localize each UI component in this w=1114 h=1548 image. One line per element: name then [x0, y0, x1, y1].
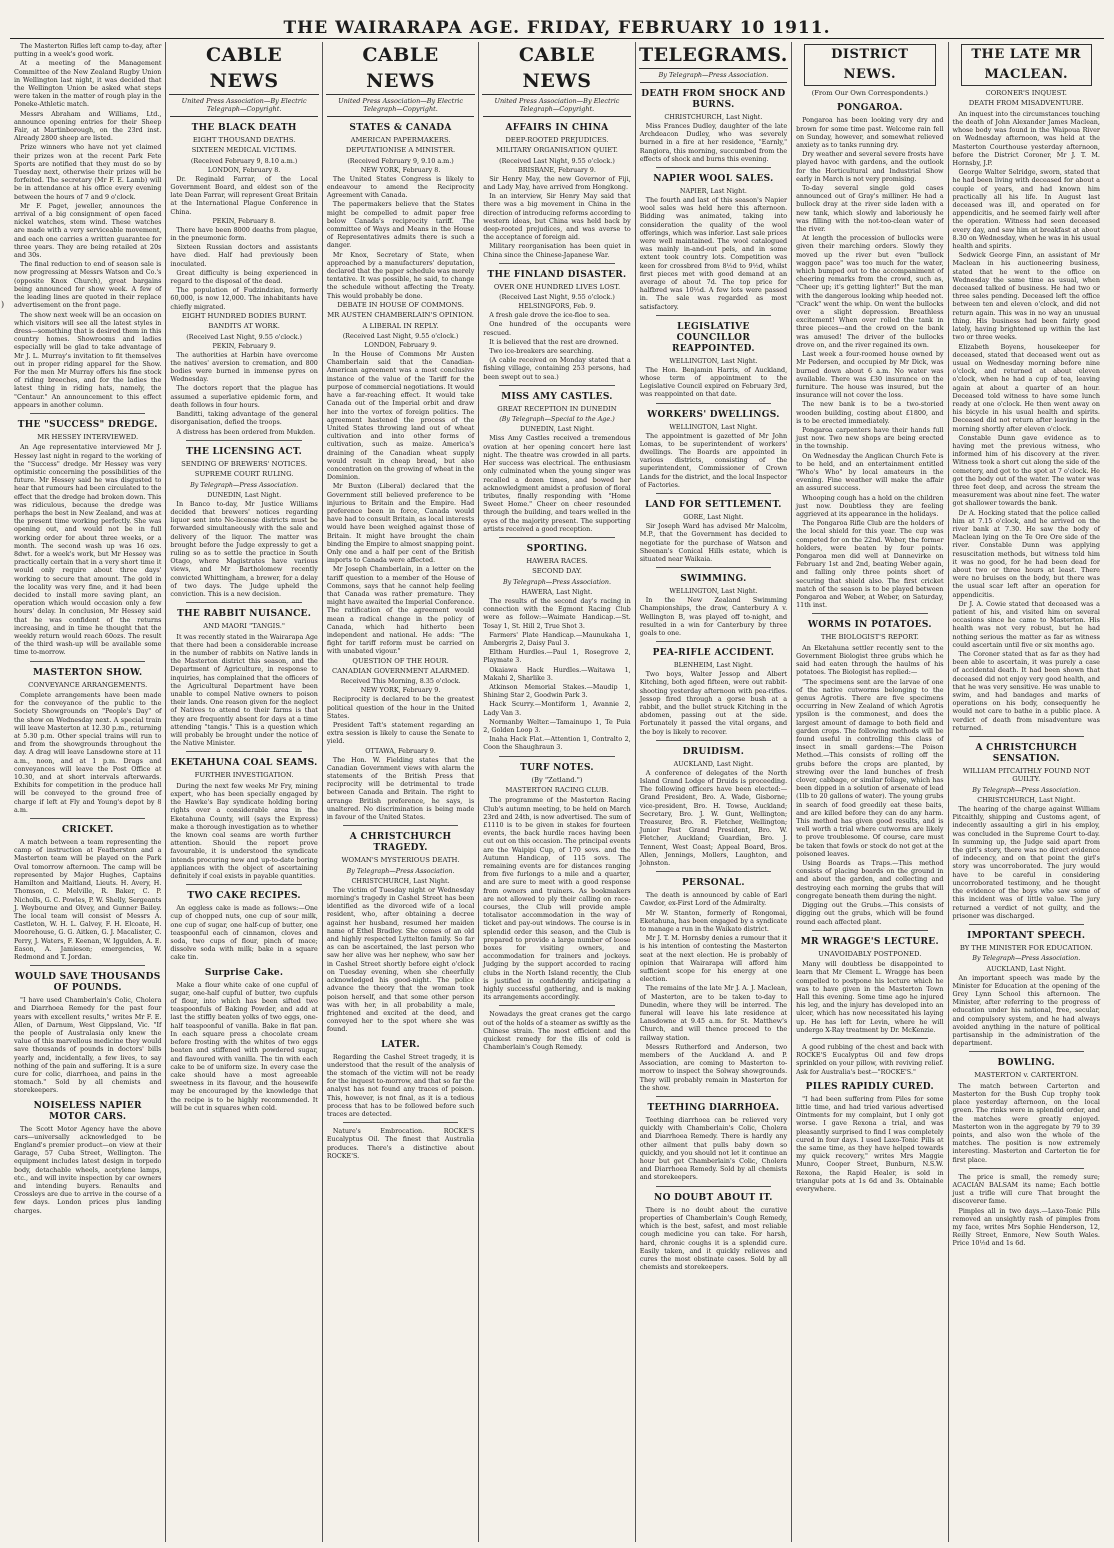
rule-separator [30, 413, 145, 414]
paragraph: Atkinson Memorial Stakes.—Maudip 1, Shining Star 2, Goodwin Park 3. [483, 682, 631, 700]
paragraph: Pongaroa carpenters have their hands full just now. Two new shops are being erected in the township. [796, 425, 944, 451]
column-3-cable-news [323, 42, 479, 1542]
paragraph: Messrs Rutherford and Anderson, two members of the Auckland A. and P. Association, are coming to Masterton to-morrow to inspect the Solway showgrounds. They will probably remain in Masterton for the show. [639, 1042, 788, 1092]
rule-separator [656, 315, 771, 316]
article-subheadline: MILITARY ORGANISATION QUIET. [496, 146, 618, 155]
article-subheadline: WILLIAM PITCAITHLY FOUND NOT GUILTY. [962, 767, 1090, 784]
dateline: GORE, Last Night. [683, 513, 744, 522]
rule-separator [499, 263, 614, 264]
paragraph: The Pongaroa Rifle Club are the holders of the local shield for this year. The cup was competed for on the 22nd. Weber, the former holders, were beaten by four points. Pongaroa men did well at Dannevirke on February 1st and 2nd, beating Weber again, and falling only three points short of securing that shield also. The first cricket match of the season is to be played between Pongaroa and Weber, at Weber, on Saturday, 11th inst. [796, 519, 944, 610]
rule-separator [969, 1168, 1084, 1169]
article-subheadline: DEATH FROM MISADVENTURE. [968, 99, 1084, 108]
article-subheadline: DEPUTATIONISE A MINISTER. [345, 146, 456, 155]
article-subheadline: DEBATE IN HOUSE OF COMMONS. [337, 300, 464, 309]
paragraph: At length the procession of bullocks were given their marching orders. Slowly they moved up the river but even "bullock waggon pace" was too much for the water, which bumped out to the accompaniment of cheering remarks from the crowd, such as, "Cheer up; it's getting lighter!" But the man with the dangerous looking whip heeded not. "Crack" went the whip. On went the bullocks over a slight depression. Breathless excitement! When over rolled the tank in three pieces—and the crowd on the bank was amused! The driver of the bullocks drove on, and the river regained its own. [796, 234, 944, 349]
paragraph: The Scott Motor Agency have the above cars—universally acknowledged to be England's premier product—on view at their Garage, 57 Cuba Street, Wellington. The equipment includes latest design in torpedo body, detachable wheels, acetylene lamps, etc., and will invite inspection by car owners and intending buyers. Renaults and Crossleys are due to arrive in the course of a few days. London prices plus landing charges. [14, 1124, 162, 1215]
article-subheadline: GREAT RECEPTION IN DUNEDIN [497, 404, 617, 413]
dateline: DUNEDIN, Last Night. [519, 425, 594, 434]
paragraph: In an interview, Sir Henry May said that there was a big movement in China in the direction of introducing reforms according to western ideas, but China was held back by deep-rooted prejudices, and was averse to the acceptance of foreign aid. [483, 192, 631, 242]
paragraph: Nature's Embrocation. ROCKE'S Eucalyptus Oil. The finest that Australia produces. There's a distinctive about ROCKE'S. [326, 1127, 475, 1160]
paragraph: Dry weather and several severe frosts have played havoc with gardens, and the outlook for the Horticultural and Industrial Show early in March is not very promising. [796, 150, 944, 183]
paragraph: Reciprocity is declared to be the greatest political question of the hour in the United States. [326, 695, 475, 720]
paragraph: A good rubbing of the chest and back with ROCKE'S Eucalyptus Oil and few drops sprinkled on your pillow, with reviving relief. Ask for Australia's best—"ROCKE'S." [796, 1042, 944, 1076]
paragraph: There have been 8000 deaths from plague, in the pneumonic form. [170, 225, 318, 243]
section-credit: United Press Association—By Electric Telegraph—Copyright. [327, 97, 474, 117]
paragraph: The Hon. Benjamin Harris, of Auckland, whose term of appointment to the Legislative Council expired on February 3rd, was reappointed on that date. [639, 365, 788, 399]
section-header: THE LATE MR MACLEAN. [961, 44, 1092, 86]
article-subheadline: HAWERA RACES. [526, 556, 588, 565]
paragraph: In Banco to-day, Mr Justice Williams decided that brewers' notices regarding liquor sent into No-license districts must be forwarded simultaneously with the sale and delivery of the liquor. The matter was brought before the Judge expressly to get a ruling so as to settle the practice in South Otago, where Magistrates have various views, and Mr Bartholomew recently convicted Whittingham, a brewer, for a delay of two days. The Judge upheld the conviction. This is a new decision. [170, 499, 318, 598]
article-subheadline: MASTERTON v. CARTERTON. [974, 1071, 1079, 1080]
dateline: WELLINGTON, Last Night. [669, 587, 758, 596]
section-credit: By Telegraph—Press Association. [640, 71, 787, 83]
paragraph: An inquest into the circumstances touching the death of John Alexander James Maclean, whose body was found in the Waipoua River on Wednesday afternoon, was held at the Masterton Courthouse yesterday afternoon, before the District Coroner, Mr J. T. M. Hornsby, J.P. [952, 109, 1100, 168]
article-headline: WORMS IN POTATOES. [807, 620, 932, 631]
rule-separator [969, 1051, 1084, 1052]
dateline: NEW YORK, February 8. [360, 165, 441, 174]
article-headline: THE FINLAND DISASTER. [487, 269, 627, 280]
paragraph: Mr F. Paget, jeweller, announces the arrival of a big consignment of open faced nickel watches, stem wind. These watches are made with a very serviceable movement, and each one carries a written guarantee for three years. They are being retailed at 20s and 30s. [14, 201, 162, 260]
article-headline: DEATH FROM SHOCK AND BURNS. [641, 89, 786, 110]
rule-separator [812, 930, 927, 931]
rule-separator [30, 965, 145, 966]
article-headline: THE LICENSING ACT. [186, 446, 303, 457]
paragraph: A match between a team representing the camp of instruction at Featherston and a Masterton team will be played on the Park Oval tomorrow afternoon. The camp will be represented by Major Hughes, Captains Hamilton and Maitland, Lieuts. H. Avery, H. Thomson, C. Melville, R. Baker, C. P. Nicholls, G. C. Powles, P. W. Shelly, Sergeants J. Weybourne and Olvey, and Gunner Bailey. The local team will consist of Messrs A. Castleton, W. H. L. Galvey, F. H. Elcoate, H. Moorehouse, G. G. Aitken, G. J. Macalister, C. Perry, J. Waters, F. Keenan, W. Iggulden, A. E. Eason, A. Jamieson; emergencies, W. Redmond and T. Jordan. [14, 838, 162, 961]
paragraph: The show next week will be an occasion on which visitors will see all the latest styles in dress—something that is desired them in this country homes. Showrooms and ladies especially will be glad to take advantage of Mr J. L. Murray's invitation to fit themselves out in proper riding apparel for the Show. For the men Mr Murray offers his fine stock of riding breeches, and for the ladies the latest thing in riding hats, namely, the "Centaur." An announcement to this effect appears in another column. [14, 310, 162, 409]
column-4-cable-news [479, 42, 635, 1542]
article-subheadline: SENDING OF BREWERS' NOTICES. [181, 459, 308, 468]
article-subheadline: CORONER'S INQUEST. [985, 89, 1067, 97]
rule-separator [499, 537, 614, 538]
rule-separator [812, 613, 927, 614]
paragraph: Whooping cough has a hold on the children just now. Doubtless they are feeling aggrieved at its appearance in the holidays. [796, 493, 944, 518]
paragraph: The fourth and last of this season's Napier wool sales was held here this afternoon. Bidding was animated, taking into consideration the quality of the wool offerings, which was inferior. Last sale prices were well maintained. The wool catalogued was mainly in-and-out pels, and in some extent took country lots. Competition was keen for crossbred from 8½d to 9½d, whilst first pieces met with good demand at an average of about 7d. The top price for halfbred was 10½d. A few lots were passed in. The sale was regarded as most satisfactory. [639, 196, 788, 311]
paragraph: Farmers' Plate Handicap.—Maunukaha 1, Ambergris 2, Daisy Paul 3. [483, 630, 631, 647]
paragraph: Messrs Abraham and Williams, Ltd., announce opening entries for their Sheep Fair, at Martinborough, on the 23rd inst. Already 2800 sheep are listed. [14, 109, 162, 143]
article-headline: MASTERTON SHOW. [33, 667, 143, 678]
paragraph: The results of the second day's racing in connection with the Egmont Racing Club were as follow:—Waimate Handicap.—St. Tosay 1, St. Hill 2, True Shot 3. [483, 596, 631, 630]
paragraph: In the New Zealand Swimming Championships, the draw, Canterbury A v. Wellington B, was played off to-night, and resulted in a win for Canterbury by three goals to one. [639, 596, 788, 637]
paragraph: Two boys, Walter Jessop and Albert Kitching, both aged fifteen, were out rabbit-shooting yesterday afternoon with pea-rifles. Jessop fired through a gorse bush at a rabbit, and the bullet struck Kitching in the abdomen, passing out at the side. Fortunately it passed the vital organs, and the boy is likely to recover. [639, 670, 788, 736]
dateline: PEKIN, February 8. [212, 216, 276, 225]
paragraph: Normanby Welter.—Tamainupo 1, Te Puia 2, Golden Loop 3. [483, 717, 631, 734]
dateline: Received This Morning, 8.35 o'clock. [340, 677, 461, 686]
dateline: (Received February 9, 8.10 a.m.) [190, 156, 298, 165]
paragraph: The population of Fudzindzian, formerly 60,000, is now 12,000. The inhabitants have chiefly migrated. [170, 286, 318, 311]
paragraph: Digging out the Grubs.—This consists of digging out the grubs, which will be found round each affected plant. [796, 901, 944, 926]
rule-separator [499, 385, 614, 386]
article-headline: THE BLACK DEATH [191, 123, 297, 133]
dateline: WELLINGTON, Last Night. [669, 356, 758, 365]
dateline: AUCKLAND, Last Night. [673, 759, 754, 768]
paragraph: An important speech was made by the Minister for Education at the opening of the Grey Lynn School this afternoon. The Minister, after referring to the progress of education under his national, free, secular, and compulsory system, and he had always avoided anything in the nature of political partisanship in the administration of the department. [952, 973, 1100, 1048]
article-headline: SWIMMING. [680, 574, 747, 585]
byline: By Telegraph—Press Association. [502, 577, 611, 586]
paragraph: Sedwick George Finn, an assistant of Mr Maclean in his auctioneering business, stated that he went to the office on Wednesday the same time as usual, when deceased talked of business. He had two or three sales pending. Deceased left the office between ten and eleven o'clock, and did not return again. This was in no way an unusual thing. His business had been fairly good lately, having brightened up within the last two or three weeks. [952, 251, 1100, 342]
article-subheadline: SUPREME COURT RULING. [194, 470, 294, 479]
paragraph: Elizabeth Boyens, housekeeper for deceased, stated that deceased went out as usual on Wednesday morning before nine o'clock, and returned at about eleven o'clock, when he had a cup of tea, leaving again at about a quarter of an hour. Deceased told witness to have some lunch ready at one o'clock. He then went away on his bicycle in his usual health and spirits. Deceased did not return after leaving in the morning shortly after eleven o'clock. [952, 342, 1100, 433]
paragraph: At a meeting of the Management Committee of the New Zealand Rugby Union in Wellington last night, it was decided that the Wellington Union be asked what steps were taken in the matter of rough play in the Poneke-Athletic match. [14, 59, 162, 109]
paragraph: In the House of Commons Mr Austen Chamberlain said that the Canadian-American agreement was a most conclusive instance of the value of the Tariff for the purpose of commercial negotiations. It would have a far-reaching effect. It would take Canada out of the Imperial orbit and draw her into the vortex of foreign politics. The agreement hastened the process of the United States throwing land out of wheat cultivation and into other forms of cultivation, such as maize. America's draining of the Canadian wheat supply would result in cheap bread, but also concentration on the growing of wheat in the Dominion. [326, 350, 475, 482]
section-header: CABLE NEWS [169, 42, 318, 95]
dateline: (Received Last Night, 9.55 o'clock.) [499, 156, 615, 165]
article-headline: TURF NOTES. [520, 762, 594, 773]
byline: By Telegraph—Press Association. [972, 785, 1081, 794]
rule-separator [969, 736, 1084, 737]
paragraph: The papermakers believe that the States might be compelled to admit paper free below Canada's reciprocity tariff. The committee of Ways and Means in the House of Representatives admits there is such a danger. [326, 200, 475, 250]
paragraph: The programme of the Masterton Racing Club's autumn meeting, to be held on March 23rd and 24th, is now advertised. The sum of £1110 is to be given in stakes for fourteen events, the back hurdle races having been cut out on this occasion. The principal events are the Waipipi Cup, of 170 sovs. and the Autumn Handicap, of 115 sovs. The remaining events are for distances ranging from five furlongs to a mile and a quarter, and are sure to meet with a good response from owners and trainers. As bookmakers are not allowed to ply their calling on race-courses, the Club will provide ample totalisator accommodation in the way of ticket and pay-out windows. The course is in splendid order this season, and the Club is prepared to provide a large number of loose boxes for visiting owners, and accommodation for trainers and jockeys. Judging by the support accorded to racing clubs in the North Island recently, the Club is justified in confidently anticipating a highly successful gathering, and is making its arrangements accordingly. [483, 796, 631, 1002]
column-5-telegrams [636, 42, 792, 1542]
article-subheadline: EIGHT HUNDRED BODIES BURNT. [181, 311, 307, 320]
article-subheadline: UNAVOIDABLY POSTPONED. [818, 949, 922, 958]
paragraph: Sir Henry May, the new Governor of Fiji, and Lady May, have arrived from Hongkong. [483, 174, 631, 192]
paragraph: The doctors report that the plague has assumed a superlative epidemic form, and death follows in four hours. [170, 384, 318, 409]
paragraph: Mr W. Stanton, formerly of Rongomai, Eketahuna, has been engaged by a syndicate to manage a run in the Waikato district. [639, 908, 788, 933]
article-subheadline: QUESTION OF THE HOUR. [352, 656, 449, 665]
paragraph: The authorities at Harbin have overcome the natives' aversion to cremation, and 800 bodies were burned in immense pyres on Wednesday. [170, 350, 318, 384]
paragraph: Last week a four-roomed house owned by Mr Pedersen, and occupied by Mr Dick, was burned down about 6 a.m. No water was available. There was £30 insurance on the furniture. The house was insured, but the insurance will not cover the loss. [796, 350, 944, 400]
paragraph: An eggless cake is made as follows:—One cup of chopped nuts, one cup of sour milk, one cup of sugar, one half-cup of butter, one teaspoonful each of cinnamon, cloves and soda, two cups of flour, pinch of mace; dissolve soda with milk; bake in a square cake tin. [170, 904, 318, 962]
article-subheadline: BANDITS AT WORK. [208, 322, 280, 331]
rule-separator [656, 871, 771, 872]
article-headline: PEA-RIFLE ACCIDENT. [652, 648, 775, 659]
masthead-title: THE WAIRARAPA AGE. FRIDAY, FEBRUARY 10 1911. [283, 18, 831, 38]
rule-separator [656, 167, 771, 168]
section-credit: United Press Association—By Electric Telegraph—Copyright. [170, 97, 317, 117]
rule-separator [656, 403, 771, 404]
paragraph: Mr Buxton (Liberal) declared that the Government still believed preference to be injurious to Britain and the Empire. Had preference been in force, Canada would have had to consult Britain, as local interests would have been weighed against those of Britain. It might have brought the chain binding the Empire to almost snapping point. Only one and a half per cent of the British imports to Canada were affected. [326, 482, 475, 565]
paragraph: One hundred of the occupants were rescued. [483, 320, 631, 337]
paragraph: Great difficulty is being experienced in regard to the disposal of the dead. [170, 268, 318, 286]
article-headline: STATES & CANADA [349, 123, 452, 133]
article-headline: AFFAIRS IN CHINA [505, 123, 609, 133]
paragraph: Miss Amy Castles received a tremendous ovation at her opening concert here last night. The theatre was crowded in all parts. Her success was electrical. The enthusiasm only culminated when the young singer was recalled a dozen times, and bowed her acknowledgment amidst a profusion of floral tributes, finally responding with "Home Sweet Home." Cheer on cheer resounded through the building, and tears welled in the eyes of the majority present. The supporting artists received a good reception. [483, 434, 631, 533]
paragraph: Mr Joseph Chamberlain, in a letter on the tariff question to a member of the House of Commons, says that he cannot help feeling that Canada was rather premature. They might have awaited the Imperial Conference. The ratification of the agreement would mean a radical change in the policy of Canada, which had hitherto been independent and national. He adds: "The fight for tariff reform must be carried on with unabated vigour." [326, 565, 475, 656]
paragraph: Pongaroa has been looking very dry and brown for some time past. Welcome rain fell on Sunday, however, and somewhat relieved anxiety as to tanks running dry. [796, 116, 944, 150]
paragraph: It is believed that the rest are drowned. [489, 337, 619, 346]
rule-separator [656, 1186, 771, 1187]
paragraph: Using Boards as Traps.—This method consists of placing boards on the ground in and about the garden, and collecting and destroying each morning the grubs that will congregate beneath them during the night. [796, 859, 944, 900]
columns [10, 42, 1104, 1542]
article-headline: THE "SUCCESS" DREDGE. [17, 419, 158, 430]
dateline: LONDON, February 8. [207, 165, 281, 174]
paragraph: George Walter Selridge, sworn, stated that he had been living with deceased for about a couple of years, and had known him practically all his life. In August last deceased was ill, and operated on for appendicitis, and he seemed fairly well after the operation. Witness had seen deceased every day, and saw him at breakfast at about 8.30 on Wednesday, when he was in his usual health and spirits. [952, 168, 1100, 251]
page-fold-mark: ) [1, 300, 5, 309]
paragraph: "I have used Chamberlain's Colic, Cholera and Diarrhoea Remedy for the past four years with excellent results," writes Mr F. E. Allen, of Darnum, West Gippsland, Vic. "If the people of Australasia only knew the value of this marvellous medicine they would save thousands of pounds in doctors' bills yearly and, incidentally, a few lives, to say nothing of the pain and suffering. It is a sure cure for colic, diarrhoea, and pains in the stomach." Sold by all chemists and storekeepers. [14, 996, 162, 1095]
dateline: (Received February 9, 9.10 a.m.) [347, 156, 454, 165]
paragraph: Many will doubtless be disappointed to learn that Mr Clement L. Wragge has been compelled to postpone his lecture which he was to have given in the Masterton Town Hall this evening. Some time ago he injured his leg, and the injury has developed into an ulcer, which has now necessitated his laying up. He has left for Levin, where he will undergo X-Ray treatment by Dr. McKenzie. [796, 960, 944, 1034]
rule-separator [343, 825, 458, 826]
article-subheadline: (By "Zetland.") [531, 775, 583, 784]
article-headline: A CHRISTCHURCH TRAGEDY. [349, 832, 452, 854]
section-header: CABLE NEWS [482, 42, 631, 95]
paragraph: The match between Carterton and Masterton for the Bush Cup trophy took place yesterday afternoon, on the local green. The rinks were in splendid order, and the matches were greatly enjoyed. Masterton won in the aggregate by 79 to 39 points, and also won the whole of the matches. The position is now extremely interesting. Masterton and Carterton tie for first place. [952, 1081, 1100, 1164]
paragraph: Okaiawa Hack Hurdles.—Waitawa 1, Makahi 2, Sharlike 3. [483, 665, 631, 682]
paragraph: The price is small, the remedy sure; ACACIAN BALSAM its name; Each bottle just a trifle will cure That brought the discoverer fame. [952, 1172, 1100, 1206]
byline: By Telegraph—Press Association. [972, 954, 1081, 963]
paragraph: An Age representative interviewed Mr J. Hessey last night in regard to the working of the "Success" dredge. Mr Hessey was very optimistic concerning the possibilities of the future. Mr Hessey said he was disgusted to hear that rumours had been circulated to the effect that the dredge had broken down. This was ridiculous, because the dredge was perhaps the best in New Zealand, and was at the present time working perfectly. She was opening out, and would not be in full working order for about three weeks, or a month. The second wash up was 16 ozs. 8dwt. for a week's work, but Mr Hessey was practically certain that in a very short time it would only require about three days' working to secure that amount. The gold in the locality was very fine, and it had been decided to install more saving plant, an operation which would occasion only a few hours' delay. In conclusion, Mr Hessey said that he was confident of the returns increasing, and in time he thought that the weekly return would reach 60ozs. The result of the third wash-up will be available some time to-morrow. [14, 443, 162, 657]
rule-separator [969, 924, 1084, 925]
dateline: NEW YORK, February 9. [360, 686, 441, 695]
paragraph: The victim of Tuesday night or Wednesday morning's tragedy in Cashel Street has been identified as the divorced wife of a local resident, who, after obtaining a decree against her husband, resumed her maiden name of Ethel Bradley. She comes of an old and highly respected Lyttelton family. So far as can be ascertained, the last person who saw her alive was her nephew, who saw her in Cashel Street shortly before eight o'clock on Tuesday evening, when she cheerfully acknowledged his good-night. The police advance the theory that the woman took poison herself, and that some other person was with her, in all probability a male, frightened and excited at the deed, and conveyed her to the spot where she was found. [326, 885, 475, 1034]
dateline: OTTAWA, February 9. [365, 746, 436, 755]
rule-separator [343, 1122, 458, 1123]
article-subheadline: CONVEYANCE ARRANGEMENTS. [28, 680, 148, 689]
rule-separator [499, 1005, 614, 1006]
byline: By Telegraph—Press Association. [346, 866, 455, 875]
paragraph: The Hon. W. Fielding states that the Canadian Government views with alarm the statements of the British Press that reciprocity will be detrimental to trade between Canada and Britain. The right to arrange British preference, he says, is unaltered. No discrimination is being made in favour of the United States. [326, 755, 475, 822]
rule-separator [656, 740, 771, 741]
dateline: AUCKLAND, Last Night. [986, 964, 1066, 973]
dateline: PEKIN, February 9. [212, 341, 276, 350]
paragraph: Banditti, taking advantage of the general disorganisation, defied the troops. [170, 410, 318, 427]
article-subheadline: (From Our Own Correspondents.) [811, 89, 929, 97]
masthead [10, 18, 1104, 39]
article-subheadline: SECOND DAY. [532, 567, 582, 576]
article-headline: PERSONAL. [681, 878, 745, 889]
paragraph: The final reduction to end of season sale is now progressing at Messrs Watson and Co.'s (opposite Knox Church), great bargains being announced for show week. A few of the leading lines are quoted in their replace advertisement on the front page. [14, 260, 162, 310]
article-subheadline: WOMAN'S MYSTERIOUS DEATH. [341, 856, 460, 865]
paragraph: Complete arrangements have been made for the conveyance of the public to the Society Showgrounds on "People's Day" of the show on Wednesday next. A special train will leave Masterton at 12.30 p.m., returning at 5.30 p.m. Other special trains will run to and from the showgrounds throughout the day. A drag will leave Lansdowne store at 11 a.m., noon, and at 1 p.m. Drags and conveyances will leave the Post Office at 10.30, and at short intervals afterwards. Exhibits for competition in the produce hall will be conveyed to the ground free of charge if left at Fly and Young's depot by 8 a.m. [14, 691, 162, 814]
article-headline: A CHRISTCHURCH SENSATION. [975, 743, 1077, 765]
dateline: (Received Last Night, 9.55 o'clock.) [499, 293, 615, 302]
paragraph: To-day several single gold cases announced out of Gray's milliner. He had a bullock dray at the river side laden with a new tank, which slowly and laboriously he was filling with the not-too-clean water of the river. [796, 184, 944, 234]
paragraph: Mr J. T. M. Hornsby denies a rumour that it is his intention of contesting the Masterton seat at the next election. He is probably of opinion that Wairarapa will afford him sufficient scope for his energy at one election. [639, 934, 788, 984]
rule-separator [186, 440, 301, 441]
paragraph: The death is announced by cable of Earl Cawdor, ex-First Lord of the Admiralty. [639, 891, 788, 908]
dateline: CHRISTCHURCH, Last Night. [351, 876, 450, 885]
dateline: NAPIER, Last Night. [679, 187, 747, 196]
rule-separator [186, 602, 301, 603]
article-subheadline: MR AUSTEN CHAMBERLAIN'S OPINION. [327, 311, 474, 320]
article-subheadline: SIXTEEN MEDICAL VICTIMS. [191, 146, 297, 155]
paragraph: During the next few weeks Mr Fry, mining expert, who has been specially engaged by the Hawke's Bay syndicate holding boring rights over a considerable area in the Eketahuna County, will (says the Express) make a thorough investigation as to whether the known coal seams are worth further attention. Should the report prove favourable, it is understood the syndicate intends procuring new and up-to-date boring appliances with the object of ascertaining definitely if coal exists in payable quantities. [170, 781, 318, 881]
dateline: BLENHEIM, Last Night. [673, 661, 753, 670]
article-headline: LEGISLATIVE COUNCILLOR REAPPOINTED. [671, 321, 755, 354]
dateline: LONDON, February 9. [364, 341, 437, 350]
paragraph: The United States Congress is likely to endeavour to amend the Reciprocity Agreement with Canada. [326, 174, 475, 200]
dateline: DUNEDIN, Last Night. [207, 490, 282, 499]
article-headline: BOWLING. [997, 1058, 1055, 1069]
dateline: BRISBANE, February 9. [518, 165, 596, 174]
article-subheadline: A LIBERAL IN REPLY. [362, 321, 439, 330]
article-subheadline: FURTHER INVESTIGATION. [194, 771, 294, 780]
article-headline: CRICKET. [61, 825, 114, 836]
column-2-cable-news [166, 42, 322, 1542]
paragraph: Mr Knox, Secretary of State, when approached by a manufacturers' deputation, declared that the paper schedule was merely tentative. It was possible, he said, to change the schedule without affecting the Treaty. This would probably be done. [326, 250, 475, 300]
paragraph: The Masterton Rifles left camp to-day, after putting in a week's good work. [14, 42, 162, 59]
article-headline: IMPORTANT SPEECH. [967, 930, 1086, 941]
rule-separator [186, 884, 301, 885]
rule-separator [812, 1038, 927, 1039]
paragraph: Dr A. Hocking stated that the police called him at 7.15 o'clock, and he arrived on the river bank at 7.30. He saw the body of Maclean lying on the Te Ore Ore side of the river. Constable Dunn was applying resuscitation methods, but witness told him it was no good, for he had been dead for about two or three hours at least. There were no bruises on the body, but there was the usual scar left after an operation for appendicitis. [952, 508, 1100, 599]
article-headline: NOISELESS NAPIER MOTOR CARS. [33, 1100, 142, 1122]
paragraph: Sir Joseph Ward has advised Mr Malcolm, M.P., that the Government has decided to negotiate for the purchase of Watson and Sheenan's Conical Hills estate, which is situated near Waikaia. [639, 522, 788, 563]
paragraph: Pimples all in two days.—Laxo-Tonic Pills removed an unsightly rash of pimples from my face, writes Mrs Sophie Henderson, 12, Reilly Street, Enmore, New South Wales. Price 10½d and 1s 6d. [952, 1206, 1100, 1248]
byline: (By Telegraph—Special to the Age.) [499, 415, 615, 424]
paragraph: Dr J. A. Cowie stated that deceased was a patient of his, and visited him on several occasions since he came to Masterton. His health was not very robust, but he had nothing serious the matter as far as witness could ascertain until five or six months ago. [952, 599, 1100, 649]
paragraph: Regarding the Cashel Street tragedy, it is understood that the result of the analysis of the stomach of the victim will not be ready for the inquest to-morrow, and that so far the analyst has not found any traces of poison. This, however, is not final, as it is a tedious process that has to be followed before such traces are detected. [326, 1052, 475, 1118]
paragraph: A conference of delegates of the North Island Grand Lodge of Druids is proceeding. The following officers have been elected:—Grand President, Bro. A. Wade, Gisborne; vice-president, Bro. H. Towse, Auckland; Secretary, Bro. J. W. Gunt, Wellington; Treasurer, Bro. R. Fletcher, Wellington; Junior Past Grand President, Bro. W. Fletcher, Auckland; Guardian, Bro. J. Tennent, West Coast; Appeal Board, Bros. Allen, Jennings, Mollers, Laughton, and Johnston. [639, 768, 788, 867]
paragraph: The hearing of the charge against William Pitcaithly, shipping and Customs agent, of indecently assaulting a girl in his employ, was concluded in the Supreme Court to-day. In summing up, the Judge said apart from the girl's story, there was no direct evidence of indecency, and on that point the girl's story was uncorroborated. The jury would have to be careful in considering uncorroborated testimony, and he thought the evidence of the boys who saw some of this incident was of little value. The jury returned a verdict of not guilty, and the prisoner was discharged. [952, 805, 1100, 920]
paragraph: The Coroner stated that as far as they had been able to ascertain, it was purely a case of accidental death. It had been shown that deceased did not enjoy very good health, and that he was very sensitive. He was unable to swim, and had bandages and marks of operations on his body, consequently he would not care to bathe in a public place. A verdict of death from misadventure was returned. [952, 650, 1100, 732]
paragraph: Hack Scurry.—Montiform 1, Avannie 2, Lady Van 3. [483, 700, 631, 717]
article-headline: NAPIER WOOL SALES. [653, 174, 774, 185]
dateline: WELLINGTON, Last Night. [669, 422, 758, 431]
paragraph: (A cable received on Monday stated that a fishing village, containing 253 persons, had been swept out to sea.) [483, 356, 631, 381]
paragraph: Nowadays the great cranes get the cargo out of the holds of a steamer as swiftly as the Chinese strain. The most efficient and the quickest remedy for the ills of cold is Chamberlain's Cough Remedy. [483, 1010, 631, 1052]
paragraph: "I had been suffering from Piles for some little time, and had tried various advertised Ointments for my complaint, but I only got worse. I gave Rexona a trial, and was pleasantly surprised to find I was completely cured in four days. I used Laxo-Tonic Pills at the same time, as they have helped towards my quick recovery," writes Mrs Maggie Munro, Cooper Street, Bunburn, N.S.W. Rexona, the Rapid Healer, is sold in triangular pots at 1s 6d and 3s. Obtainable everywhere. [796, 1094, 944, 1193]
article-headline: EKETAHUNA COAL SEAMS. [170, 758, 318, 769]
paragraph: It was recently stated in the Wairarapa Age that there had been a considerable increase in the number of rabbits on Native lands in the Masterton district this season, and the Department of Agriculture, in response to inquiries, has complained that the officers of the Agricultural Department have been unable to compel Native owners to poison their lands. One reason given for the neglect of Natives to attend to their farms is that they are frequently absent for days at a time attending "tangis." This is a question which will probably be brought under the notice of the Native Minister. [170, 632, 318, 748]
article-headline: PONGAROA. [837, 103, 903, 114]
dateline: CHRISTCHURCH, Last Night. [977, 796, 1076, 805]
article-subheadline: CANADIAN GOVERNMENT ALARMED. [331, 667, 470, 675]
paragraph: Make a flour white cake of one cupful of sugar, one-half cupful of butter, two cupfuls of flour, into which has been sifted two teaspoonfuls of Baking Powder, and add at last the stiffly beaten yolks of two eggs, one-half teaspoonful of vanilla. Bake in flat pan. In each square press a chocolate cream before frosting with the whites of two eggs beaten and stiffened with powdered sugar, and flavoured with vanilla. The tin with each cake to be of uniform size. In every case the cake should have a most agreeable sweetness in its flavour, and the housewife may be encouraged by the knowledge that the recipe is to be highly recommended. It will be cut in squares when cold. [170, 980, 318, 1112]
paragraph: Teething diarrhoea can be relieved very quickly with Chamberlain's Colic, Cholera and Diarrhoea Remedy. There is hardly any other ailment that pulls baby down so quickly, and you should not let it continue an hour but get Chamberlain's Colic, Cholera and Diarrhoea Remedy. Sold by all chemists and storekeepers. [639, 1116, 788, 1182]
rule-separator [30, 818, 145, 819]
article-headline: MISS AMY CASTLES. [501, 391, 613, 402]
paragraph: Dr. Reginald Farrar, of the Local Government Board, and eldest son of the late Dean Farrar, will represent Great Britain at the International Plague Conference in China. [170, 174, 318, 216]
dateline: (Received Last Night, 9.55 o'clock.) [186, 332, 302, 341]
rule-separator [656, 567, 771, 568]
paragraph: On Wednesday the Anglican Church Fete is to be held, and an entertainment entitled "Who's Who" by local amateurs in the evening. Fine weather will make the affair an assured success. [796, 451, 944, 493]
section-header: TELEGRAMS. [639, 42, 788, 69]
article-subheadline: BY THE MINISTER FOR EDUCATION. [959, 943, 1093, 952]
byline: By Telegraph—Press Association. [190, 480, 299, 489]
rule-separator [186, 751, 301, 752]
paragraph: The remains of the late Mr J. A. J. Maclean, of Masterton, are to be taken to-day to Dunedin, where they will be interred. The funeral will leave his late residence at Lansdowne at 9.45 a.m. for St. Matthew's Church, and will thence proceed to the railway station. [639, 984, 788, 1042]
paragraph: The new bank is to be a two-storied wooden building, costing about £1800, and is to be erected immediately. [796, 400, 944, 425]
paragraph: Constable Dunn gave evidence as to having met the previous witness, who informed him of his discovery at the river. Witness took a short cut along the side of the cemetery, and got to the spot at 7 o'clock. He got the body out of the water. The water was three feet deep, and across the stream the measurement was about nine feet. The water got shallower towards the bank. [952, 433, 1100, 508]
article-subheadline: AND MAORI "TANGIS." [203, 622, 286, 631]
rule-separator [656, 493, 771, 494]
paragraph: Two ice-breakers are searching. [489, 347, 594, 356]
article-subheadline: AMERICAN PAPERMAKERS. [350, 136, 451, 144]
paragraph: Prize winners who have not yet claimed their prizes won at the recent Park Fete Sports are notified that they must do so by Tuesday next, otherwise their prizes will be forfeited. The secretary (Mr F. E. Lamb) will be in attendance at his office every evening between the hours of 7 and 9 o'clock. [14, 143, 162, 201]
article-headline: THE RABBIT NUISANCE. [177, 609, 312, 620]
paragraph: Military reorganisation has been quiet in China since the Chinese-Japanese War. [483, 242, 631, 259]
paragraph: Sixteen Russian doctors and assistants have died. Half had previously been inoculated. [170, 243, 318, 268]
article-headline: WOULD SAVE THOUSANDS OF POUNDS. [14, 972, 161, 994]
dateline: CHRISTCHURCH, Last Night. [664, 113, 763, 121]
paragraph: President Taft's statement regarding an extra session is likely to cause the Senate to yield. [326, 721, 475, 746]
article-subheadline: MASTERTON RACING CLUB. [505, 786, 609, 794]
rule-separator [656, 1096, 771, 1097]
dateline: (Received Last Night, 9.55 o'clock.) [342, 332, 459, 341]
dateline: HELSINGFORS, Feb. 9. [518, 302, 596, 311]
paragraph: An Eketahuna settler recently sent to the Government Biologist three grubs which he said had eaten through the haulms of his potatoes. The Biologist has replied:— [796, 643, 944, 677]
article-headline: PILES RAPIDLY CURED. [805, 1081, 934, 1092]
article-headline: SPORTING. [526, 543, 588, 554]
article-headline: TWO CAKE RECIPES. [187, 891, 301, 902]
article-subheadline: DEEP-ROOTED PREJUDICES. [505, 136, 609, 144]
dateline: HAWERA, Last Night. [521, 587, 593, 596]
rule-separator [499, 756, 614, 757]
paragraph: The appointment is gazetted of Mr John Lomas, to be superintendent of workers' dwellings. The Boards are appointed in various districts, consisting of the superintendent, Commissioner of Crown Lands for the district, and the local Inspector of Factories. [639, 431, 788, 489]
rule-separator [656, 641, 771, 642]
article-headline: WORKERS' DWELLINGS. [647, 409, 780, 420]
paragraph: Eltham Hurdles.—Paul 1, Rosegrove 2, Playmate 3. [483, 648, 631, 665]
article-headline: DRUIDISM. [682, 746, 745, 757]
article-subheadline: OVER ONE HUNDRED LIVES LOST. [493, 282, 621, 291]
section-header: CABLE NEWS [326, 42, 475, 95]
paragraph: Inaha Hack Flat.—Attention 1, Contralto 2, Coon the Shaughraun 3. [483, 735, 631, 752]
article-subheadline: EIGHT THOUSAND DEATHS. [192, 136, 296, 144]
section-header: DISTRICT NEWS. [804, 44, 935, 86]
section-credit: United Press Association—By Electric Telegraph—Copyright. [483, 97, 630, 117]
article-subheadline: MR HESSEY INTERVIEWED. [37, 432, 139, 441]
paragraph: There is no doubt about the curative properties of Chamberlain's Cough Remedy, which is the best, safest, and most reliable cough medicine you can take. For harsh, hard, chronic coughs it is a splendid cure. Easily taken, and it quickly relieves and cures the most obstinate cases. Sold by all chemists and storekeepers. [639, 1205, 788, 1272]
paragraph: Miss Frances Dudley, daughter of the late Archdeacon Dudley, who was severely burned in a fire at her residence, "Earnly," Rangiora, this morning, succumbed from the effects of shock and burns this evening. [639, 122, 788, 163]
article-headline: Surprise Cake. [204, 967, 284, 978]
article-headline: LATER. [381, 1039, 420, 1050]
paragraph: A fresh gale drove the ice-floe to sea. [489, 311, 611, 320]
article-headline: MR WRAGGE'S LECTURE. [800, 936, 939, 947]
paragraph: A distress has been ordered from Mukden. [176, 427, 316, 436]
column-7-late-mr-maclean [949, 42, 1104, 1542]
paragraph: "The specimens sent are the larvae of one of the native cutworms belonging to the genus Agrotis. There are five specimens occurring in New Zealand of which Agrotis ypsilon is the commonest, and does the largest amount of damage to both field and garden crops. The following methods will be found useful in controlling this class of insect in small gardens:—The Poison Method.—This consists of rolling off the grubs before the crops are planted, by strewing over the land bunches of fresh clover, cabbage, or similar foliage, which has been dipped in a solution of arsenate of lead (1lb to 20 gallons of water). The young grubs in search of food greedily eat these baits, and are killed before they can do any harm. This method has given good results, and is well worth a trial where cutworms are likely to prove troublesome. Of course, care must be taken that fowls or stock do not get at the poisoned leaves. [796, 677, 944, 858]
article-headline: LAND FOR SETTLEMENT. [645, 500, 782, 511]
column-6-district-news [792, 42, 948, 1542]
article-subheadline: THE BIOLOGIST'S REPORT. [820, 633, 919, 642]
rule-separator [30, 661, 145, 662]
article-headline: NO DOUBT ABOUT IT. [654, 1192, 773, 1203]
column-1 [10, 42, 166, 1542]
article-headline: TEETHING DIARRHOEA. [647, 1103, 780, 1114]
